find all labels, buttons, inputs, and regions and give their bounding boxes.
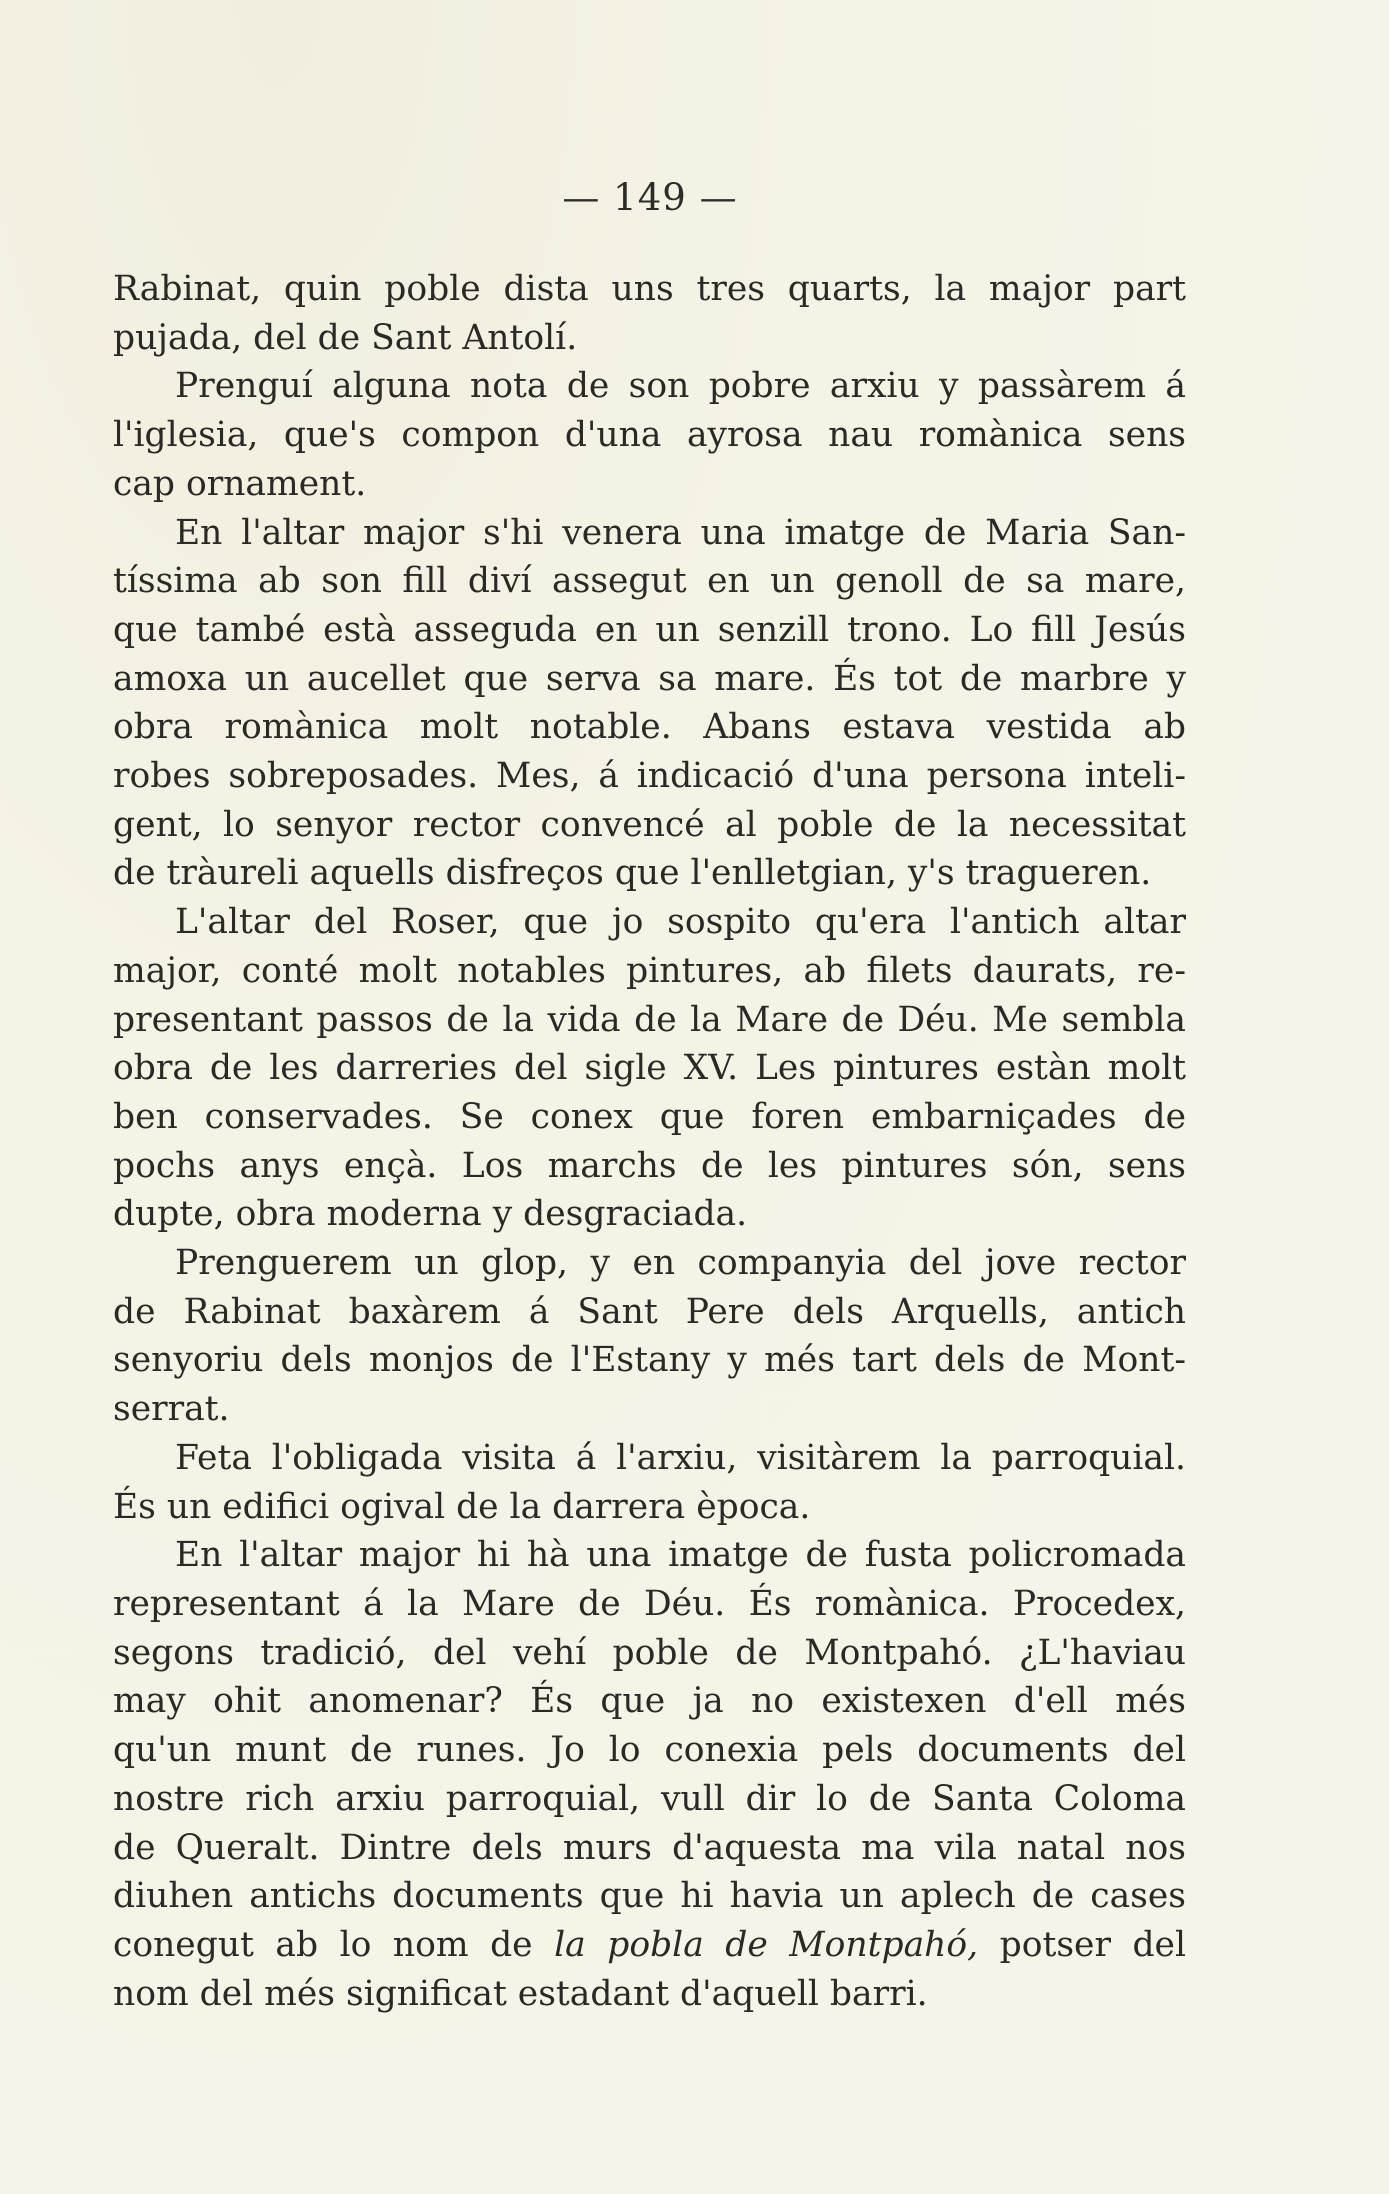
text-line: Prenguí alguna nota de son pobre arxiu y passàrem á: [175, 366, 1186, 407]
text-line: Prenguerem un glop, y en companyia del jove rector: [175, 1243, 1186, 1284]
text-line: ben conservades. Se conex que foren embarniçades de: [113, 1096, 1186, 1137]
text-line: tíssima ab son fill diví assegut en un genoll de sa mare,: [113, 561, 1186, 602]
text-line: L'altar del Roser, que jo sospito qu'era l'antich altar: [175, 902, 1186, 943]
text-line: representant á la Mare de Déu. És romànica. Procedex,: [113, 1583, 1186, 1624]
paragraph: [113, 265, 1186, 362]
paragraph: [113, 1239, 1186, 1434]
text-line: dupte, obra moderna y desgraciada.: [113, 1194, 748, 1235]
text-line: qu'un munt de runes. Jo lo conexia pels documents del: [113, 1730, 1186, 1771]
italic-title: la pobla de Montpahó,: [554, 1924, 979, 1965]
text-line: nom del més significat estadant d'aquell barri.: [113, 1973, 928, 2014]
text-line: cap ornament.: [113, 463, 367, 504]
text-line: [113, 1921, 1186, 1970]
page-number: — 149 —: [562, 176, 738, 219]
text-line: amoxa un aucellet que serva sa mare. És tot de marbre y: [113, 658, 1186, 699]
paragraph: [113, 362, 1186, 508]
text-line: És un edifici ogival de la darrera època.: [113, 1486, 811, 1527]
text-line: que també està asseguda en un senzill trono. Lo fill Jesús: [113, 609, 1186, 650]
text-line: nostre rich arxiu parroquial, vull dir lo de Santa Coloma: [113, 1778, 1186, 1819]
paragraph: [113, 1434, 1186, 1531]
text-line: Feta l'obligada visita á l'arxiu, visitàrem la parroquial.: [175, 1437, 1186, 1478]
paragraph: [113, 1531, 1186, 2018]
text-line: major, conté molt notables pintures, ab filets daurats, re-: [113, 950, 1186, 991]
text-line: pujada, del de Sant Antolí.: [113, 317, 578, 358]
text-run: conegut ab lo nom de: [113, 1924, 555, 1965]
text-line: senyoriu dels monjos de l'Estany y més tart dels de Mont-: [113, 1340, 1186, 1381]
text-line: l'iglesia, que's compon d'una ayrosa nau romànica sens: [113, 415, 1186, 456]
text-line: robes sobreposades. Mes, á indicació d'una persona inteli-: [113, 756, 1186, 797]
paragraph: [113, 509, 1186, 899]
text-line: pochs anys ençà. Los marchs de les pintures són, sens: [113, 1145, 1186, 1186]
text-line: En l'altar major s'hi venera una imatge de Maria San-: [175, 512, 1186, 553]
text-line: may ohit anomenar? És que ja no existexen d'ell més: [113, 1681, 1186, 1722]
text-line: gent, lo senyor rector convencé al poble de la necessitat: [113, 804, 1186, 845]
text-line: obra romànica molt notable. Abans estava vestida ab: [113, 707, 1186, 748]
text-line: segons tradició, del vehí poble de Montpahó. ¿L'haviau: [113, 1632, 1186, 1673]
text-line: En l'altar major hi hà una imatge de fusta policromada: [175, 1535, 1186, 1576]
text-line: de Queralt. Dintre dels murs d'aquesta ma vila natal nos: [113, 1827, 1186, 1868]
text-line: diuhen antichs documents que hi havia un aplech de cases: [113, 1876, 1186, 1917]
text-line: presentant passos de la vida de la Mare de Déu. Me sembla: [113, 999, 1186, 1040]
text-run: potser del: [978, 1924, 1186, 1965]
text-line: de tràureli aquells disfreços que l'enlletgian, y's tragueren.: [113, 853, 1152, 894]
text-line: obra de les darreries del sigle XV. Les pintures estàn molt: [113, 1048, 1186, 1089]
text-line: de Rabinat baxàrem á Sant Pere dels Arquells, antich: [113, 1291, 1186, 1332]
text-line: Rabinat, quin poble dista uns tres quarts, la major part: [113, 269, 1186, 309]
text-line: serrat.: [113, 1389, 230, 1430]
body-text: [113, 265, 1186, 2018]
paragraph: [113, 898, 1186, 1239]
